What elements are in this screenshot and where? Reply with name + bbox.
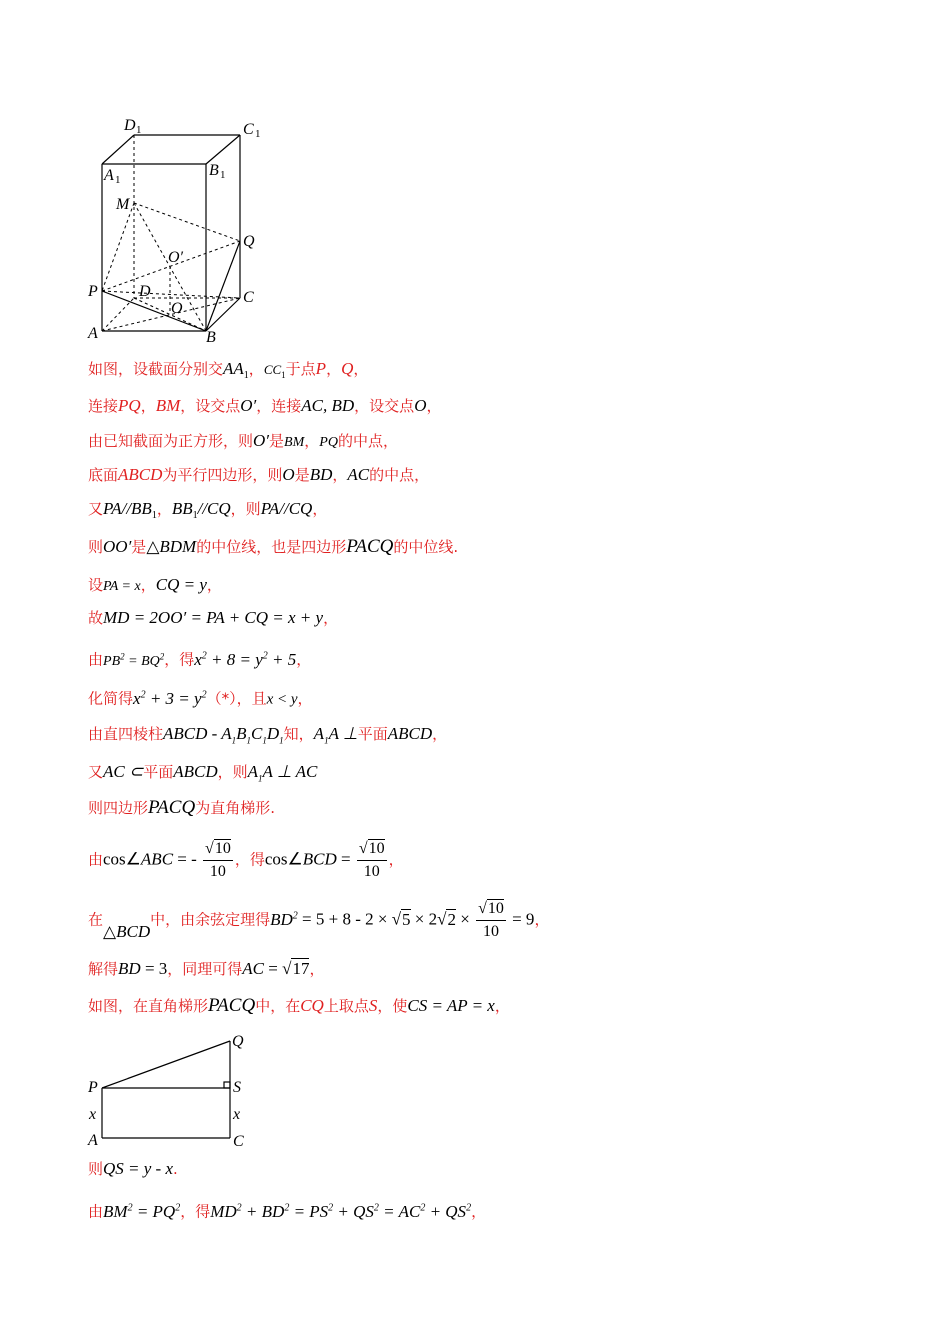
text-line-4: 底面ABCD为平行四边形，则O是BD，AC的中点， — [88, 465, 430, 484]
text-line-10: 化简得$x^2 + 3 = y^2(*)$，且x < y， — [88, 688, 313, 708]
label-C1-sub: 1 — [255, 128, 261, 140]
label-x-left: x — [89, 1106, 97, 1123]
label-C: C — [243, 289, 254, 306]
text-line-11: 由直四棱柱ABCD - $A_1B_1C_1D_1$知，$A_1A$ ⊥平面ABCD， — [88, 724, 448, 746]
label-O: O — [171, 300, 183, 317]
trapezoid-figure — [80, 1028, 260, 1156]
text-line-14: 由cos∠ABC = - $\frac{√10}{10}$ ，得cos∠BCD = $\frac{√10}{10}$ ， — [88, 840, 404, 880]
label-D1-sub: 1 — [136, 124, 142, 136]
text-line-2: 连接PQ，BM，设交点O′，连接AC, BD，设交点O， — [88, 396, 442, 415]
label-Q-top: Q — [243, 233, 255, 250]
text-line-13: 则四边形PACQ为直角梯形. — [88, 797, 275, 818]
label-P: P — [88, 1079, 98, 1096]
label-M: M — [116, 196, 130, 213]
text-line-6: 则OO′是△BDM的中位线，也是四边形PACQ的中位线. — [88, 536, 459, 557]
text-line-3: 由已知截面为正方形，则O′是BM，PQ的中点， — [88, 431, 398, 450]
text-line-19: 由$BM^2 = PQ^2$，得$MD^2 + BD^2 = PS^2 + QS^2 = AC^2 + QS^2$， — [88, 1201, 487, 1221]
label-O-prime: O′ — [168, 249, 184, 266]
text-line-17: 如图，在直角梯形PACQ中，在CQ上取点S，使CS = AP = x， — [88, 995, 510, 1016]
label-A1: A — [104, 167, 114, 184]
label-A1-sub: 1 — [115, 174, 121, 186]
label-C: C — [233, 1133, 244, 1150]
label-A: A — [88, 1132, 98, 1149]
label-D1: D — [124, 117, 136, 134]
text-line-1: 如图，设截面分别交$AA_1$，$CC_1$于点P，Q， — [88, 359, 369, 382]
text-line-9: 由$PB^2 = BQ^2$，得$x^2 + 8 = y^2 + 5$， — [88, 649, 312, 669]
label-D: D — [139, 283, 151, 300]
text-line-12: 又AC ⊂平面ABCD，则$A_1A$ ⊥ AC — [88, 762, 318, 784]
label-Q: Q — [232, 1033, 244, 1050]
text-line-16: 解得BD = 3，同理可得AC = √17， — [88, 959, 325, 978]
prism-figure — [80, 108, 280, 348]
label-A: A — [88, 325, 98, 342]
text-line-18: 则QS = y - x. — [88, 1159, 178, 1178]
text-line-15: 在△BCD中，由余弦定理得$BD^2 = 5 + 8 - 2 \times √5 \times 2√2$ × $\frac{√10}{10}$ = 9， — [88, 900, 550, 941]
label-S: S — [233, 1079, 241, 1096]
label-x-right: x — [233, 1106, 241, 1123]
label-B1: B — [209, 162, 219, 179]
text-line-7: 设PA = x，CQ = y， — [88, 575, 222, 594]
text-line-8: 故MD = 2OO′ = PA + CQ = x + y， — [88, 608, 339, 627]
text-line-5: 又$PA//BB_1$，$BB_1//CQ$，则PA//CQ， — [88, 499, 328, 522]
label-B: B — [206, 329, 216, 346]
label-P: P — [88, 283, 98, 300]
label-C1: C — [243, 121, 254, 138]
label-B1-sub: 1 — [220, 169, 226, 181]
